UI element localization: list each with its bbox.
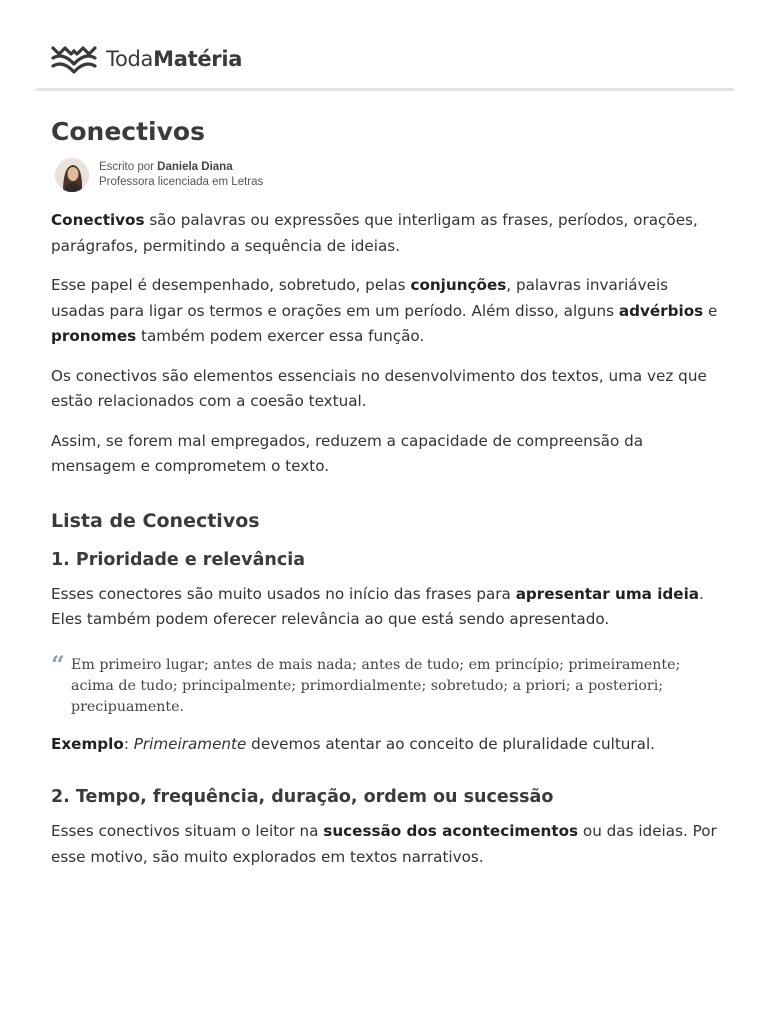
example-label: Exemplo (51, 734, 124, 753)
bold-term: conjunções (410, 276, 507, 294)
logo-text-bold: Matéria (153, 47, 243, 71)
text-run: . Eles também podem oferecer relevância ao que está sendo apresentado. (51, 584, 704, 628)
header-divider (36, 88, 734, 91)
text-run: são palavras ou expressões que interligam as frases, períodos, orações, parágrafos, permitindo a sequência de ideias. (51, 211, 698, 255)
text-run: : (123, 734, 134, 753)
paragraph-2 (51, 273, 721, 350)
text-run: e (703, 301, 718, 320)
logo-text-light: Toda (106, 47, 154, 71)
quote-text: Em primeiro lugar; antes de mais nada; antes de tudo; em princípio; primeiramente; acima de tudo; principalmente; primordialmente; sobretudo; a priori; a posteriori; precipuamente. (71, 656, 681, 715)
text-run: Esse papel é desempenhado, sobretudo, pelas (51, 276, 411, 294)
subsection-2-paragraph (51, 819, 721, 870)
text-run: devemos atentar ao conceito de pluralidade cultural. (246, 734, 655, 753)
author-byline (51, 156, 721, 194)
paragraph-3: Os conectivos são elementos essenciais no desenvolvimento dos textos, uma vez que estão relacionados com a coesão textual. (51, 366, 707, 410)
site-header (0, 0, 768, 92)
example-line (51, 732, 721, 758)
quote-mark-icon: “ (51, 649, 65, 679)
subsection-heading-2: 2. Tempo, frequência, duração, ordem ou sucessão (51, 787, 554, 807)
text-run: também podem exercer essa função. (136, 327, 425, 345)
author-name[interactable]: Daniela Diana (157, 161, 233, 173)
page-title: Conectivos (51, 117, 205, 146)
bold-term: pronomes (51, 327, 137, 345)
spacer (51, 194, 721, 208)
author-photo-icon (55, 158, 89, 192)
bold-term: Conectivos (51, 211, 145, 229)
author-role: Professora licenciada em Letras (99, 176, 264, 188)
text-run: , palavras invariáveis usadas para ligar os termos e orações em um período. Além disso, alguns (51, 276, 669, 320)
article (51, 112, 721, 884)
site-logo[interactable] (50, 44, 242, 74)
author-prefix: Escrito por (99, 161, 158, 173)
open-book-icon (50, 44, 98, 74)
example-italic: Primeiramente (133, 734, 247, 753)
avatar[interactable] (55, 158, 89, 192)
subsection-heading-1: 1. Prioridade e relevância (51, 549, 306, 570)
subsection-1-paragraph (51, 582, 721, 633)
text-run: Esses conectores são muito usados no início das frases para (51, 584, 516, 603)
bold-term: apresentar uma ideia (515, 584, 700, 603)
bold-term: advérbios (618, 301, 704, 320)
author-line (99, 160, 263, 175)
section-heading: Lista de Conectivos (51, 509, 260, 532)
author-info (99, 160, 263, 190)
bold-term: sucessão dos acontecimentos (323, 822, 579, 840)
blockquote (51, 649, 721, 718)
paragraph-1 (51, 208, 721, 259)
paragraph-4: Assim, se forem mal empregados, reduzem a capacidade de compreensão da mensagem e comprometem o texto. (51, 431, 644, 475)
text-run: ou das ideias. Por esse motivo, são muito explorados em textos narrativos. (51, 822, 717, 866)
text-run: Esses conectivos situam o leitor na (51, 822, 324, 840)
logo-text (106, 47, 242, 71)
